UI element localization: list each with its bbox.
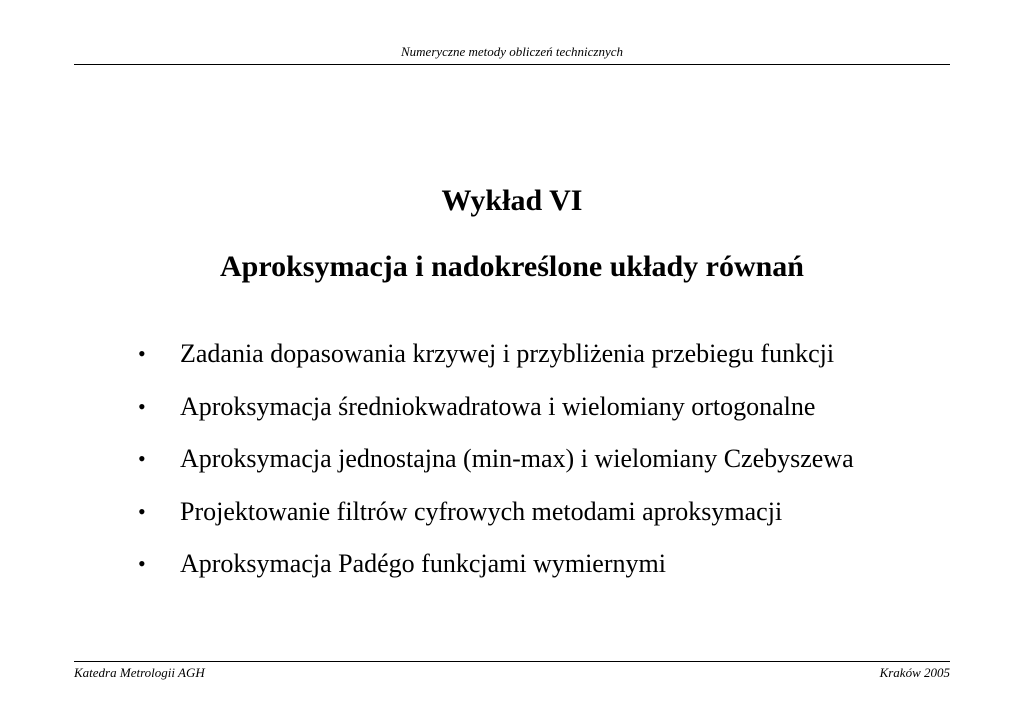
topic-item bbox=[138, 547, 854, 600]
bullet-icon: • bbox=[138, 498, 146, 524]
topic-item bbox=[138, 337, 854, 390]
header-rule bbox=[74, 64, 950, 65]
bullet-icon: • bbox=[138, 393, 146, 419]
bullet-icon: • bbox=[138, 551, 146, 576]
lecture-title: Aproksymacja i nadokreślone układy równań bbox=[219, 250, 804, 283]
topic-text: Projektowanie filtrów cyfrowych metodami aproksymacji bbox=[180, 496, 783, 526]
topic-text: Aproksymacja jednostajna (min-max) i wielomiany Czebyszewa bbox=[180, 444, 854, 473]
bullet-icon: • bbox=[138, 446, 146, 471]
topic-item bbox=[138, 390, 854, 443]
bullet-icon: • bbox=[138, 341, 146, 366]
topic-text: Aproksymacja średniokwadratowa i wielomiany ortogonalne bbox=[180, 391, 816, 421]
topic-list bbox=[138, 337, 854, 600]
topic-text: Aproksymacja Padégo funkcjami wymiernymi bbox=[180, 549, 666, 578]
topic-item bbox=[138, 495, 854, 548]
footer-department: Katedra Metrologii AGH bbox=[74, 665, 205, 680]
topic-text: Zadania dopasowania krzywej i przybliżenia przebiegu funkcji bbox=[180, 339, 835, 368]
running-header: Numeryczne metody obliczeń technicznych bbox=[400, 44, 623, 59]
lecture-number: Wykład VI bbox=[441, 184, 583, 217]
footer-rule bbox=[74, 661, 950, 662]
topic-item bbox=[138, 442, 854, 495]
footer-place-date: Kraków 2005 bbox=[879, 665, 950, 680]
